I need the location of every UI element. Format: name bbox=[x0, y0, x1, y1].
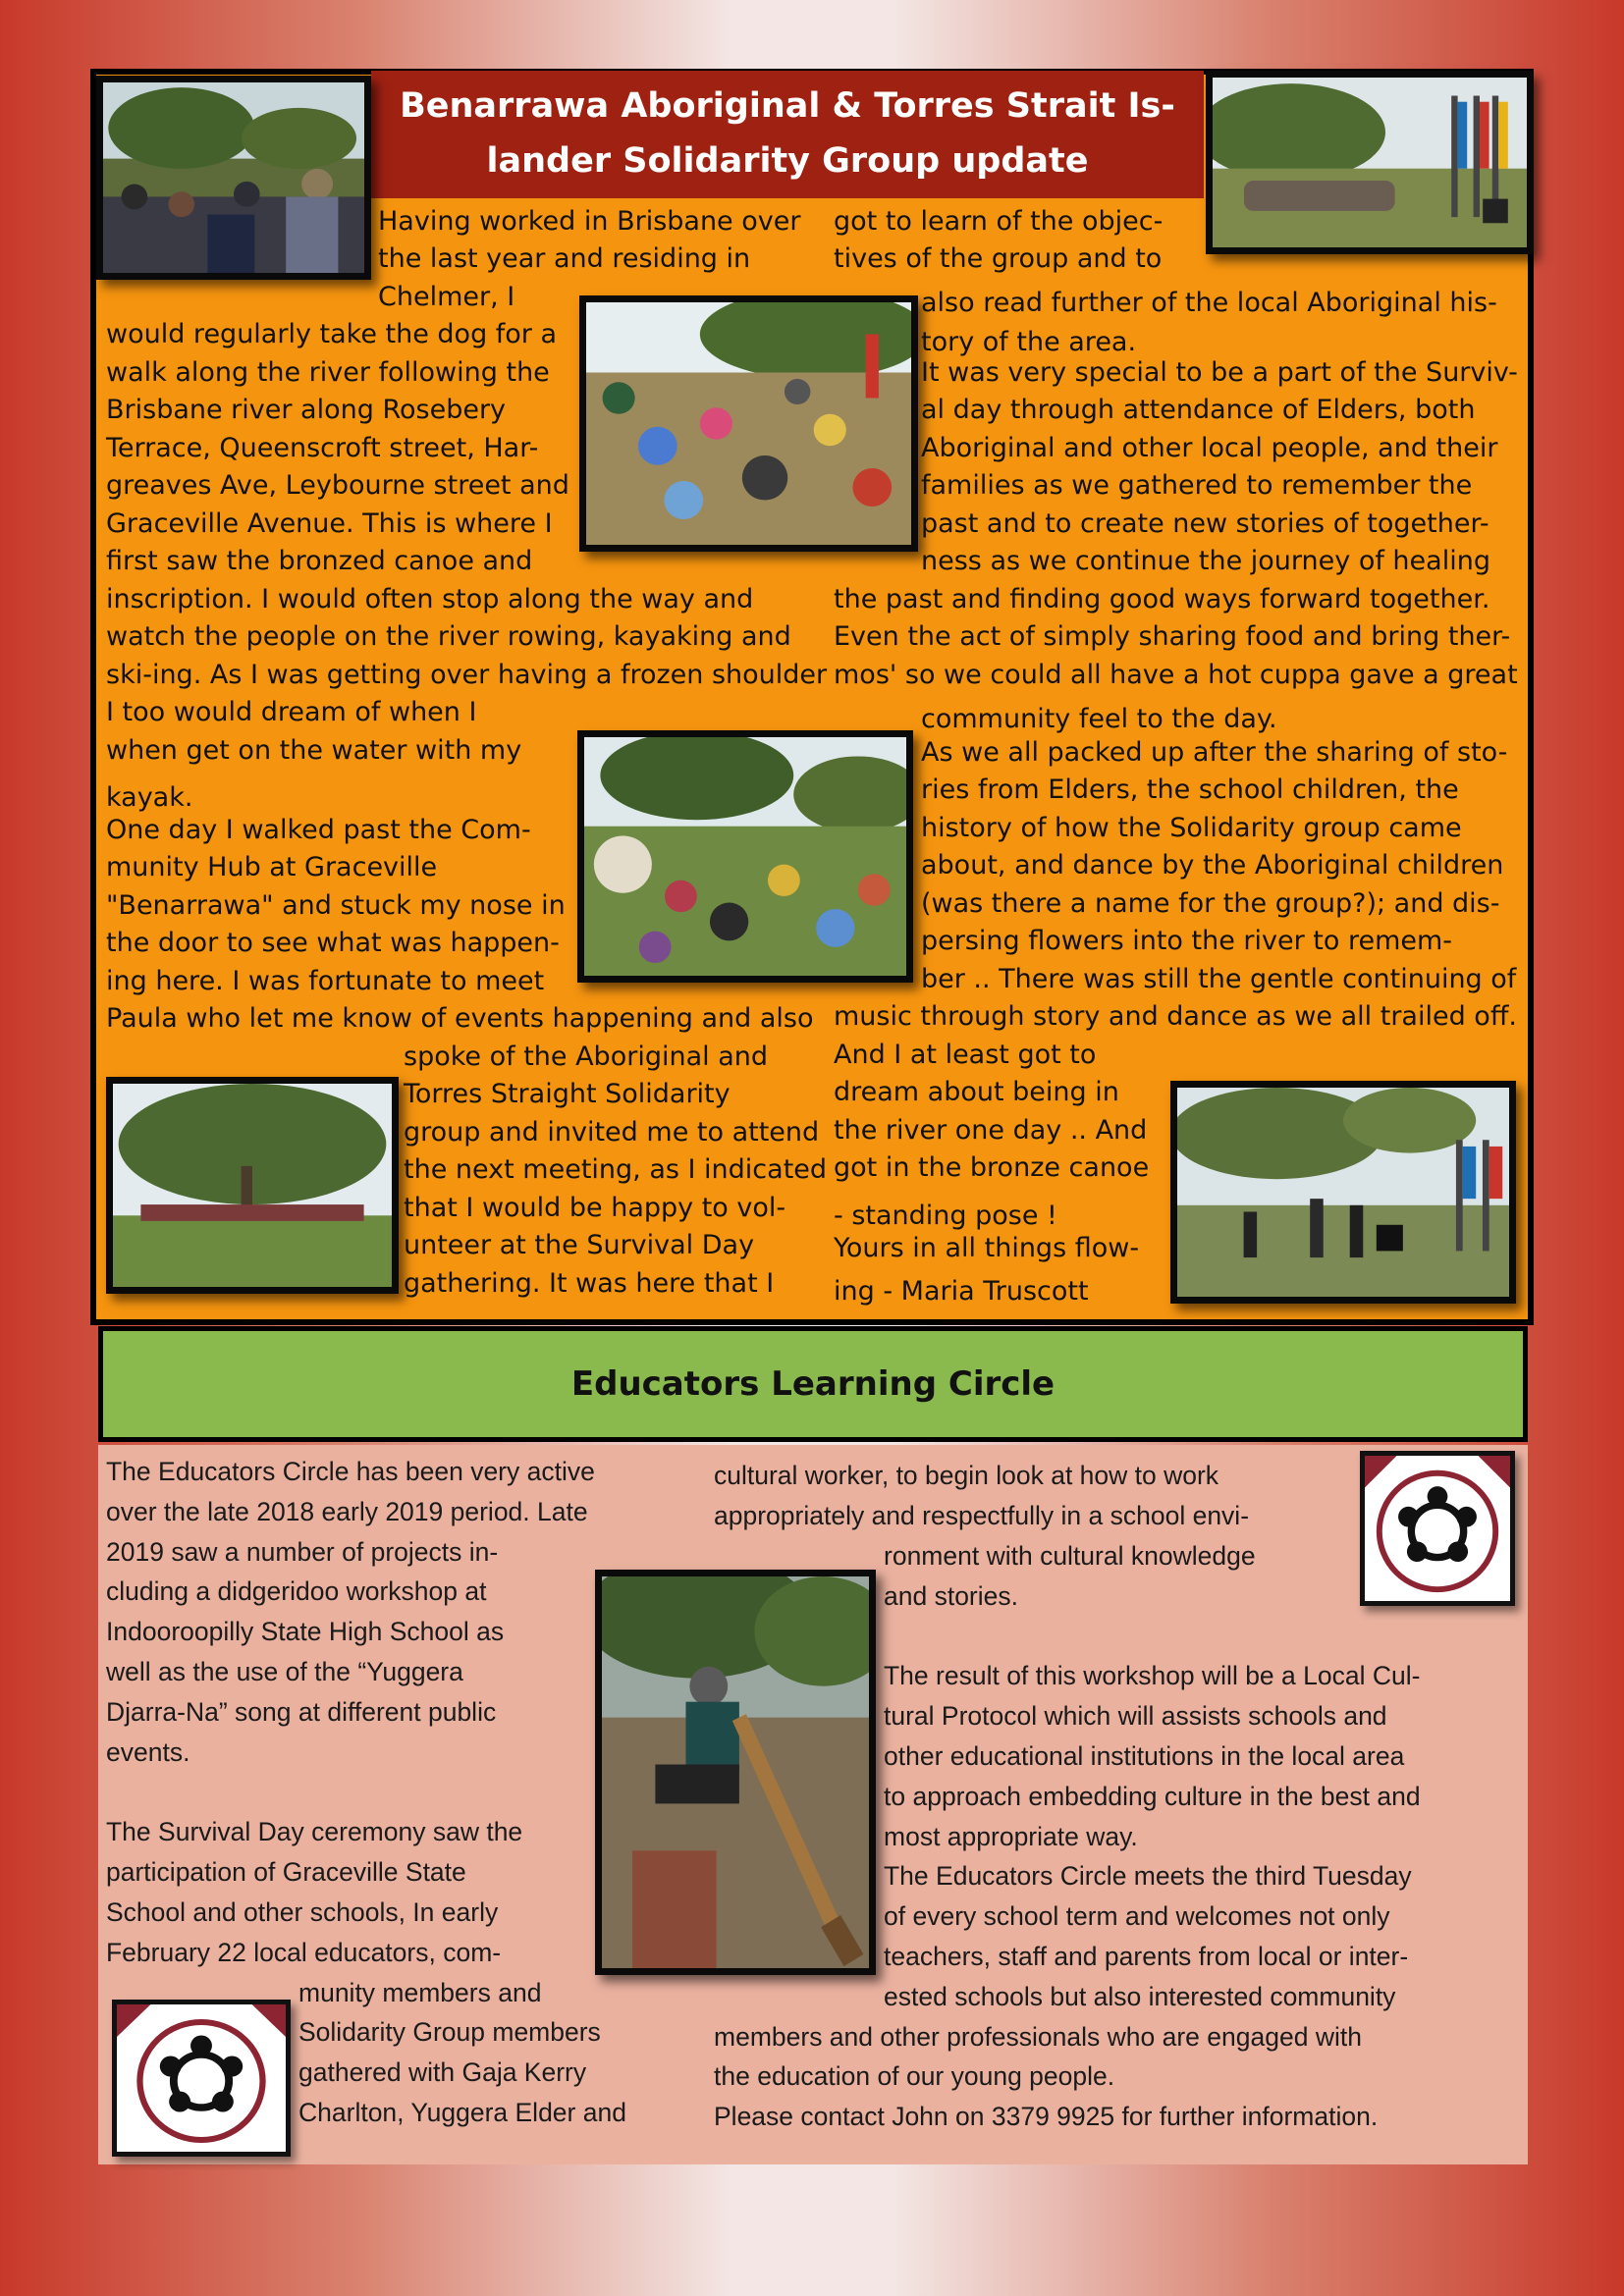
educators-title: Educators Learning Circle bbox=[98, 1326, 1528, 1442]
col2-line: al day through attendance of Elders, both bbox=[921, 395, 1476, 425]
learning-circle-logo-top bbox=[1360, 1451, 1515, 1606]
col1-line: the door to see what was happen- bbox=[106, 928, 560, 958]
col2-line: past and to create new stories of together- bbox=[921, 508, 1489, 539]
col1-line: munity Hub at Graceville bbox=[106, 852, 438, 882]
edu-col2-line: The Educators Circle meets the third Tuesday bbox=[884, 1861, 1412, 1891]
col1-line: group and invited me to attend bbox=[404, 1117, 820, 1148]
col2-line: - standing pose ! bbox=[834, 1201, 1057, 1231]
col2-line: mos' so we could all have a hot cuppa gave a great bbox=[834, 660, 1518, 690]
title-line-2: lander Solidarity Group update bbox=[486, 141, 1089, 181]
title-line-1: Benarrawa Aboriginal & Torres Strait Is- bbox=[400, 86, 1175, 126]
col1-line: Chelmer, I bbox=[378, 282, 515, 312]
edu-col1-line: participation of Graceville State bbox=[106, 1857, 466, 1887]
col2-line: the river one day .. And bbox=[834, 1115, 1148, 1146]
col1-line: would regularly take the dog for a bbox=[106, 319, 558, 349]
edu-col1-line: February 22 local educators, com- bbox=[106, 1938, 502, 1967]
col2-line: families as we gathered to remember the bbox=[921, 470, 1473, 501]
col2-line: about, and dance by the Aboriginal children bbox=[921, 850, 1504, 881]
col2-line: Aboriginal and other local people, and their bbox=[921, 433, 1498, 463]
edu-col1-line: Charlton, Yuggera Elder and bbox=[298, 2098, 626, 2127]
edu-col1-line: events. bbox=[106, 1737, 190, 1767]
col1-line: Having worked in Brisbane over bbox=[378, 206, 801, 237]
photo-park-trees bbox=[106, 1077, 399, 1294]
col2-line: ries from Elders, the school children, the bbox=[921, 774, 1459, 805]
col1-line: ski-ing. As I was getting over having a frozen shoulder bbox=[106, 660, 828, 690]
col2-line: (was there a name for the group?); and dis- bbox=[921, 888, 1500, 919]
col2-line: history of how the Solidarity group came bbox=[921, 813, 1462, 843]
col2-line: ness as we continue the journey of healing bbox=[921, 546, 1490, 576]
col1-line: Graceville Avenue. This is where I bbox=[106, 508, 553, 539]
edu-col2-line: appropriately and respectfully in a school envi- bbox=[714, 1501, 1250, 1530]
col1-line: first saw the bronzed canoe and bbox=[106, 546, 533, 576]
photo-dance-performance bbox=[1170, 1081, 1516, 1304]
edu-col2-line: to approach embedding culture in the best and bbox=[884, 1782, 1421, 1811]
col2-line: music through story and dance as we all trailed off. bbox=[834, 1001, 1518, 1032]
edu-col1-line: School and other schools, In early bbox=[106, 1897, 499, 1927]
edu-col1-line: gathered with Gaja Kerry bbox=[298, 2057, 587, 2087]
solidarity-title bbox=[371, 71, 1204, 198]
col2-line: tory of the area. bbox=[921, 327, 1137, 357]
col2-line: persing flowers into the river to remem- bbox=[921, 926, 1453, 956]
edu-col2-line: members and other professionals who are engaged with bbox=[714, 2022, 1362, 2052]
col1-line: I too would dream of when I bbox=[106, 697, 477, 727]
col1-line: the next meeting, as I indicated bbox=[404, 1154, 828, 1185]
col2-line: community feel to the day. bbox=[921, 704, 1277, 734]
col2-line: As we all packed up after the sharing of sto- bbox=[921, 737, 1508, 768]
col2-line: ber .. There was still the gentle continuing of bbox=[921, 964, 1517, 994]
col2-line: got in the bronze canoe bbox=[834, 1152, 1150, 1183]
col1-line: unteer at the Survival Day bbox=[404, 1230, 755, 1260]
edu-col1-line: cluding a didgeridoo workshop at bbox=[106, 1576, 487, 1606]
edu-col1-line: munity members and bbox=[298, 1978, 542, 2007]
photo-didgeridoo-player bbox=[595, 1570, 876, 1975]
col2-line: tives of the group and to bbox=[834, 243, 1163, 274]
col1-line: Torres Straight Solidarity bbox=[404, 1079, 731, 1109]
edu-col2-line: The result of this workshop will be a Local Cul- bbox=[884, 1661, 1421, 1690]
col1-line: "Benarrawa" and stuck my nose in bbox=[106, 890, 566, 921]
edu-col2-line: and stories. bbox=[884, 1581, 1018, 1611]
edu-col1-line: The Survival Day ceremony saw the bbox=[106, 1817, 523, 1846]
col2-line: the past and finding good ways forward together. bbox=[834, 584, 1490, 614]
col1-line: walk along the river following the bbox=[106, 357, 550, 388]
col2-line: It was very special to be a part of the Surviv- bbox=[921, 357, 1518, 388]
col2-line: also read further of the local Aboriginal his- bbox=[921, 288, 1497, 318]
col1-line: spoke of the Aboriginal and bbox=[404, 1041, 768, 1072]
col1-line: gathering. It was here that I bbox=[404, 1268, 775, 1299]
col1-line: One day I walked past the Com- bbox=[106, 815, 531, 845]
col1-line: when get on the water with my bbox=[106, 735, 522, 766]
col1-line: inscription. I would often stop along the way and bbox=[106, 584, 754, 614]
col1-line: kayak. bbox=[106, 782, 193, 813]
col1-line: Brisbane river along Rosebery bbox=[106, 395, 507, 425]
edu-col2-line: the education of our young people. bbox=[714, 2061, 1115, 2091]
photo-bronze-canoe bbox=[1206, 71, 1534, 254]
edu-col2-line: ronment with cultural knowledge bbox=[884, 1541, 1256, 1571]
photo-picnic-gathering bbox=[577, 730, 913, 983]
col2-line: ing - Maria Truscott bbox=[834, 1276, 1089, 1307]
edu-col1-line: The Educators Circle has been very active bbox=[106, 1457, 595, 1486]
col2-line: And I at least got to bbox=[834, 1040, 1097, 1070]
edu-col2-line: cultural worker, to begin look at how to work bbox=[714, 1461, 1219, 1490]
edu-col2-line: Please contact John on 3379 9925 for further information. bbox=[714, 2102, 1379, 2131]
photo-crowd-gathering bbox=[96, 76, 371, 280]
col2-line: got to learn of the objec- bbox=[834, 206, 1164, 237]
col1-line: ing here. I was fortunate to meet bbox=[106, 966, 545, 996]
edu-col2-line: other educational institutions in the local area bbox=[884, 1741, 1405, 1771]
photo-seated-audience bbox=[579, 295, 918, 552]
col2-line: Yours in all things flow- bbox=[834, 1233, 1140, 1263]
col1-line: watch the people on the river rowing, kayaking and bbox=[106, 621, 791, 652]
edu-col2-line: of every school term and welcomes not only bbox=[884, 1901, 1390, 1931]
edu-col1-line: well as the use of the “Yuggera bbox=[106, 1657, 463, 1686]
col1-line: greaves Ave, Leybourne street and bbox=[106, 470, 569, 501]
col1-line: Terrace, Queenscroft street, Har- bbox=[106, 433, 539, 463]
col1-line: that I would be happy to vol- bbox=[404, 1193, 786, 1223]
learning-circle-logo-bottom bbox=[112, 2000, 291, 2157]
edu-col2-line: most appropriate way. bbox=[884, 1822, 1138, 1851]
edu-col2-line: ested schools but also interested community bbox=[884, 1982, 1396, 2011]
edu-col1-line: over the late 2018 early 2019 period. Late bbox=[106, 1497, 588, 1526]
edu-col2-line: tural Protocol which will assists schools and bbox=[884, 1701, 1387, 1731]
col2-line: dream about being in bbox=[834, 1077, 1119, 1107]
edu-col1-line: Indooroopilly State High School as bbox=[106, 1617, 505, 1646]
col1-line: the last year and residing in bbox=[378, 243, 751, 274]
edu-col1-line: Djarra-Na” song at different public bbox=[106, 1697, 497, 1727]
edu-col2-line: teachers, staff and parents from local or inter- bbox=[884, 1942, 1409, 1971]
edu-col1-line: 2019 saw a number of projects in- bbox=[106, 1537, 499, 1567]
edu-col1-line: Solidarity Group members bbox=[298, 2017, 601, 2047]
col1-line: Paula who let me know of events happening and also bbox=[106, 1003, 814, 1034]
col2-line: Even the act of simply sharing food and bring ther- bbox=[834, 621, 1511, 652]
